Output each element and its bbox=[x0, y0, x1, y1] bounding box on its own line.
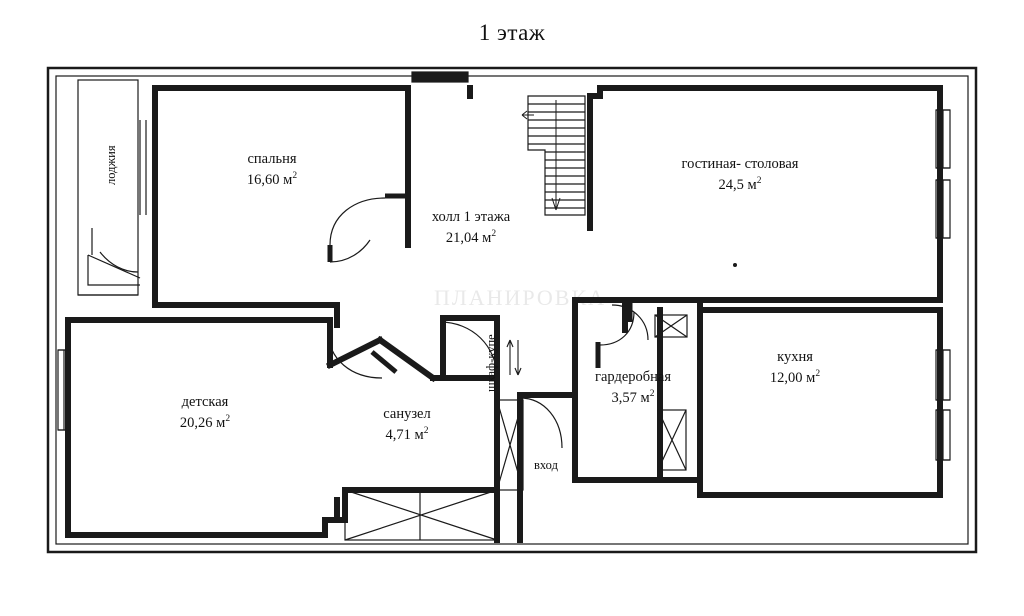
room-area: 24,5 $м^2$ bbox=[718, 175, 762, 193]
staircase bbox=[522, 96, 585, 215]
label-loggia: лоджия bbox=[104, 145, 118, 185]
room-area: 16,60 $м^2$ bbox=[246, 170, 298, 188]
room-label-kitchen bbox=[735, 348, 855, 388]
room-label-bathroom bbox=[352, 405, 462, 445]
page-title: 1 этаж bbox=[478, 20, 546, 45]
room-area: 12,00 $м^2$ bbox=[769, 368, 821, 386]
room-label-wardrobe bbox=[578, 368, 688, 408]
watermark: ПЛАНИРОВКА bbox=[433, 285, 607, 310]
room-label-children bbox=[140, 393, 270, 433]
room-area: 21,04 $м^2$ bbox=[445, 228, 497, 246]
room-area: 4,71 $м^2$ bbox=[385, 425, 429, 443]
closet-arrows bbox=[507, 340, 521, 375]
room-name: спальня bbox=[247, 151, 297, 167]
label-closet: шкаф-купе bbox=[484, 334, 498, 392]
room-name: санузел bbox=[383, 406, 431, 422]
room-name: кухня bbox=[777, 349, 813, 365]
label-entrance: вход bbox=[534, 458, 558, 472]
room-area: 3,57 $м^2$ bbox=[611, 388, 655, 406]
room-name: гардеробная bbox=[595, 369, 671, 385]
room-label-bedroom bbox=[212, 150, 332, 190]
room-area: 20,26 $м^2$ bbox=[179, 413, 231, 431]
room-name: холл 1 этажа bbox=[431, 209, 511, 225]
room-label-living-dining bbox=[650, 155, 830, 195]
room-name: гостиная- столовая bbox=[681, 156, 799, 172]
room-label-hall bbox=[406, 208, 536, 248]
room-name: детская bbox=[181, 394, 229, 410]
